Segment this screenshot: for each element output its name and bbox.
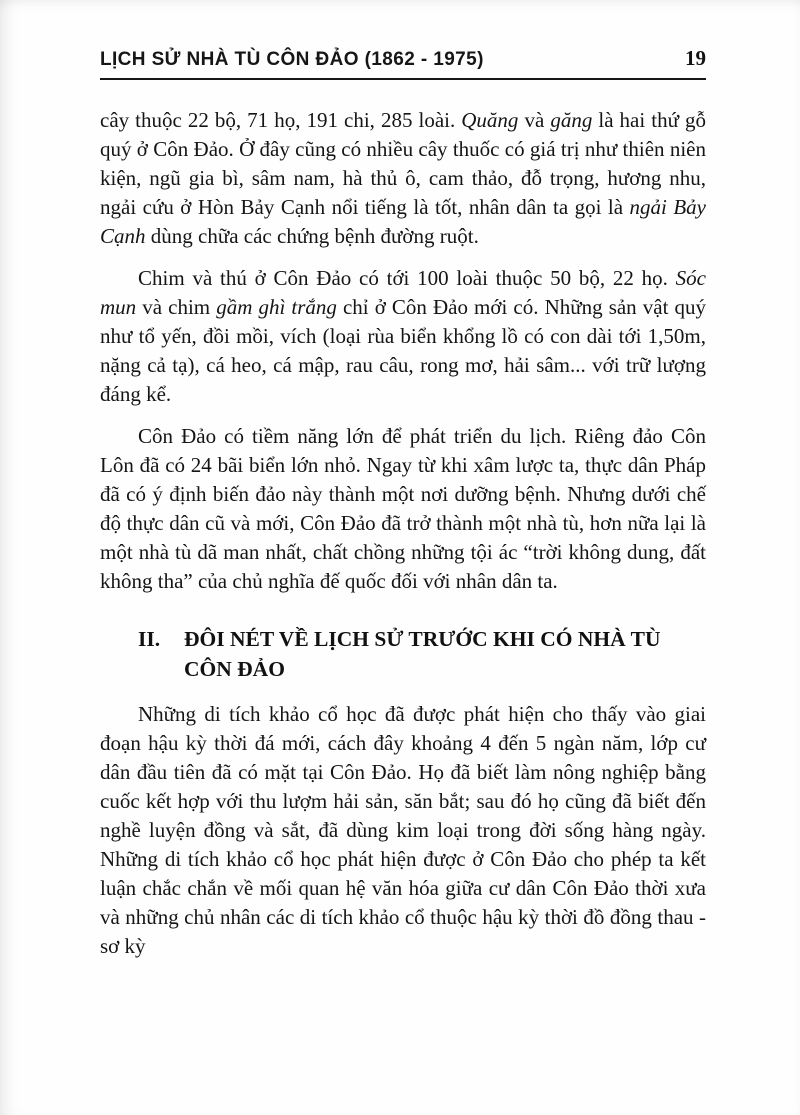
text-run-italic: gầm ghì trắng [216, 295, 337, 319]
text-run-italic: găng [550, 108, 593, 132]
header-rule [100, 78, 706, 80]
text-run: là hai thứ gỗ quý ở Côn Đảo. Ở đây cũng có nhiều cây thuốc có giá trị như thiên niên kiện, ngũ gia bì, sâm nam, hà thủ ô, cam thảo, đỗ trọng, hương nhu, ngải cứu ở Hòn Bảy Cạnh nổi tiếng là tốt, nhân dân ta gọi là [100, 108, 706, 219]
running-title: LỊCH SỬ NHÀ TÙ CÔN ĐẢO (1862 - 1975) [100, 49, 484, 70]
section-heading [138, 624, 706, 684]
paragraph [100, 106, 706, 251]
paragraph [100, 422, 706, 596]
page-body [100, 106, 706, 961]
text-run: dùng chữa các chứng bệnh đường ruột. [145, 224, 479, 248]
text-run-italic: Sóc mun [100, 266, 706, 319]
text-run: Côn Đảo có tiềm năng lớn để phát triển du lịch. Riêng đảo Côn Lôn đã có 24 bãi biển lớn nhỏ. Ngay từ khi xâm lược ta, thực dân Pháp đã có ý định biến đảo này thành một nơi dưỡng bệnh. Nhưng dưới chế độ thực dân cũ và mới, Côn Đảo đã trở thành một nhà tù, hơn nữa lại là một nhà tù dã man nhất, chất chồng những tội ác “trời không dung, đất không tha” của chủ nghĩa đế quốc đối với nhân dân ta. [100, 424, 706, 593]
text-run-italic: Quăng [461, 108, 519, 132]
text-run: cây thuộc 22 bộ, 71 họ, 191 chi, 285 loài. [100, 108, 462, 132]
text-run: và chim [136, 295, 217, 319]
text-run-italic: ngải Bảy Cạnh [100, 195, 707, 248]
paragraph [100, 700, 706, 961]
text-run: Những di tích khảo cổ học đã được phát hiện cho thấy vào giai đoạn hậu kỳ thời đá mới, cách đây khoảng 4 đến 5 ngàn năm, lớp cư dân đầu tiên đã có mặt tại Côn Đảo. Họ đã biết làm nông nghiệp bằng cuốc kết hợp với thu lượm hải sản, săn bắt; sau đó họ cũng đã biết đến nghề luyện đồng và sắt, đã dùng kim loại trong đời sống hàng ngày. Những di tích khảo cổ học phát hiện được ở Côn Đảo cho phép ta kết luận chắc chắn về mối quan hệ văn hóa giữa cư dân Côn Đảo thời xưa và những chủ nhân các di tích khảo cổ thuộc hậu kỳ thời đồ đồng thau - sơ kỳ [100, 702, 706, 958]
page-header [100, 46, 706, 71]
page-number: 19 [685, 46, 706, 70]
section-number: II. [138, 627, 161, 651]
text-run: chỉ ở Côn Đảo mới có. Những sản vật quý như tổ yến, đồi mồi, vích (loại rùa biển khổng lồ có con dài tới 1,50m, nặng cả tạ), cá heo, cá mập, rau câu, rong mơ, hải sâm... với trữ lượng đáng kể. [100, 295, 707, 406]
text-run: và [518, 108, 551, 132]
text-run: Chim và thú ở Côn Đảo có tới 100 loài thuộc 50 bộ, 22 họ. [138, 266, 676, 290]
section-title: ĐÔI NÉT VỀ LỊCH SỬ TRƯỚC KHI CÓ NHÀ TÙ CÔN ĐẢO [184, 627, 661, 681]
paragraph [100, 264, 706, 409]
